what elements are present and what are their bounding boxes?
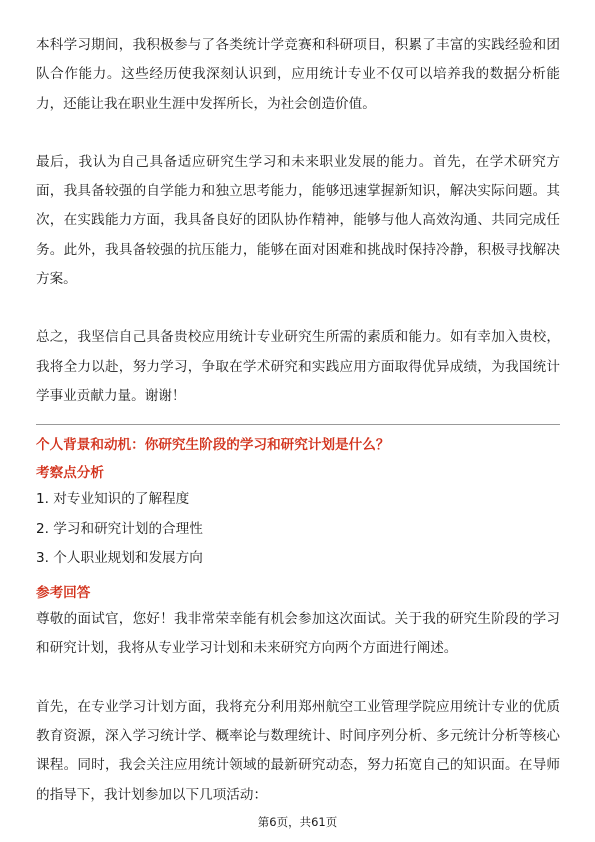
answer-paragraph: 首先，在专业学习计划方面，我将充分利用郑州航空工业管理学院应用统计专业的优质教育资源，深入学习统计学、概率论与数理统计、时间序列分析、多元统计分析等核心课程。同时，我会关注应用统计领域的最新研究动态，努力拓宽自己的知识面。在导师的指导下，我计划参加以下几项活动：	[36, 698, 560, 803]
paragraph-gap	[36, 294, 560, 323]
list-item: 2. 学习和研究计划的合理性	[36, 520, 203, 537]
answer-paragraph: 尊敬的面试官，您好！我非常荣幸能有机会参加这次面试。关于我的研究生阶段的学习和研究计划，我将从专业学习计划和未来研究方向两个方面进行阐述。	[36, 611, 560, 657]
list-item: 3. 个人职业规划和发展方向	[36, 549, 203, 566]
body-paragraph: 最后，我认为自己具备适应研究生学习和未来职业发展的能力。首先，在学术研究方面，我具备较强的自学能力和独立思考能力，能够迅速掌握新知识，解决实际问题。其次，在实践能力方面，我具备良好的团队协作精神，能够与他人高效沟通、共同完成任务。此外，我具备较强的抗压能力，能够在面对困难和挑战时保持冷静，积极寻找解决方案。	[36, 153, 560, 288]
analysis-list	[36, 485, 560, 573]
analysis-heading: 考察点分析	[36, 465, 104, 482]
body-paragraph: 总之，我坚信自己具备贵校应用统计专业研究生所需的素质和能力。如有幸加入贵校，我将全力以赴，努力学习，争取在学术研究和实践应用方面取得优异成绩，为我国统计学事业贡献力量。谢谢！	[36, 329, 560, 404]
list-item: 1. 对专业知识的了解程度	[36, 491, 190, 508]
page-number: 第6页，共61页	[257, 815, 338, 829]
paragraph-gap	[36, 119, 560, 148]
paragraph-gap	[36, 664, 560, 693]
body-paragraph: 本科学习期间，我积极参与了各类统计学竞赛和科研项目，积累了丰富的实践经验和团队合作能力。这些经历使我深刻认识到，应用统计专业不仅可以培养我的数据分析能力，还能让我在职业生涯中发挥所长，为社会创造价值。	[36, 37, 560, 112]
page-content	[36, 31, 560, 810]
answer-heading: 参考回答	[36, 585, 91, 602]
question-heading: 个人背景和动机：你研究生阶段的学习和研究计划是什么？	[36, 437, 390, 454]
section-divider	[36, 424, 560, 425]
